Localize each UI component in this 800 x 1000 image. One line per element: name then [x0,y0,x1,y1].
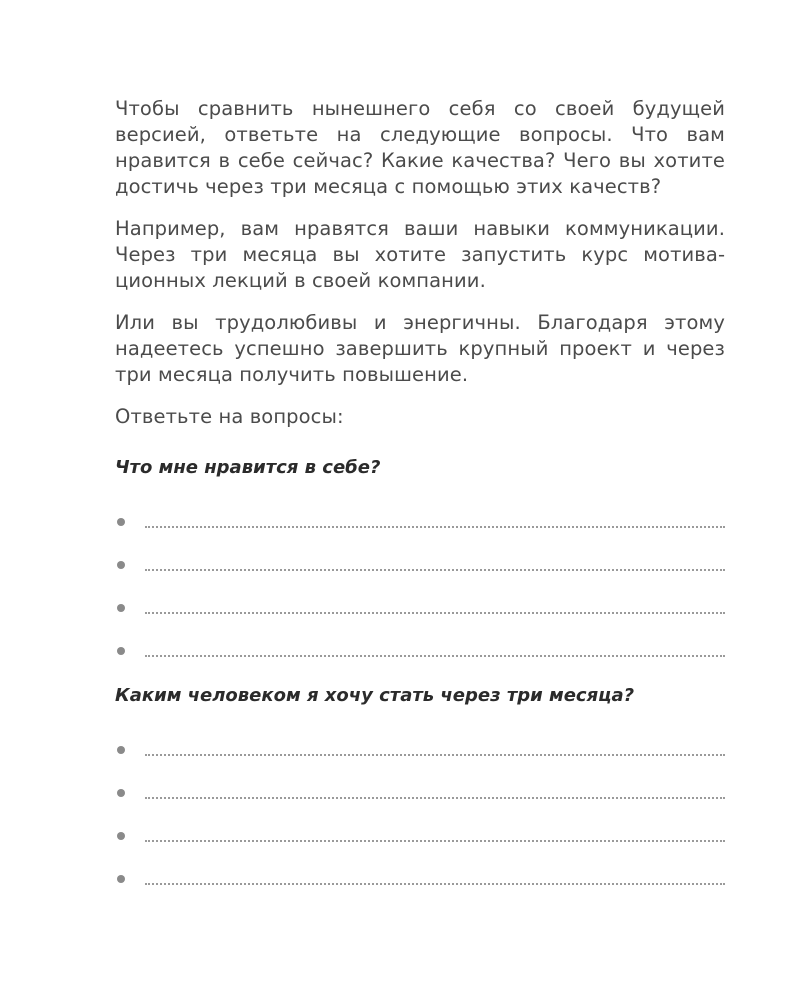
answer-line[interactable] [115,773,725,816]
answer-line[interactable] [115,631,725,674]
answer-line[interactable] [115,730,725,773]
bullet-icon [117,789,125,797]
bullet-icon [117,561,125,569]
intro-paragraph: Чтобы сравнить нынешнего себя со своей будущей версией, ответьте на следующие вопросы. Что вам нравится в себе сейчас? Какие качества? Чего вы хотите достичь через три месяца с помощью этих качеств? [115,97,725,198]
example-paragraph-communication: Например, вам нравятся ваши навыки коммуникации. Через три месяца вы хотите запустить курс мотивационных лекций в своей компании. [115,217,725,292]
question-heading-likes: Что мне нравится в себе? [115,457,381,478]
dotted-fill-line [145,612,725,614]
question-heading-future-self: Каким человеком я хочу стать через три месяца? [115,685,635,706]
bullet-icon [117,518,125,526]
page-content [115,96,725,902]
answer-line[interactable] [115,588,725,631]
dotted-fill-line [145,754,725,756]
dotted-fill-line [145,840,725,842]
dotted-fill-line [145,883,725,885]
answer-prompt: Ответьте на вопросы: [115,405,344,428]
dotted-fill-line [145,655,725,657]
bullet-icon [117,647,125,655]
answer-line[interactable] [115,816,725,859]
answer-list-likes [115,502,725,674]
dotted-fill-line [145,797,725,799]
bullet-icon [117,875,125,883]
dotted-fill-line [145,526,725,528]
bullet-icon [117,832,125,840]
dotted-fill-line [145,569,725,571]
answer-list-future-self [115,730,725,902]
answer-line[interactable] [115,502,725,545]
bullet-icon [117,604,125,612]
answer-line[interactable] [115,859,725,902]
bullet-icon [117,746,125,754]
answer-line[interactable] [115,545,725,588]
example-paragraph-diligence: Или вы трудолюбивы и энергичны. Благодаря этому надеетесь успешно завершить крупный проект и через три месяца получить повышение. [115,311,725,386]
